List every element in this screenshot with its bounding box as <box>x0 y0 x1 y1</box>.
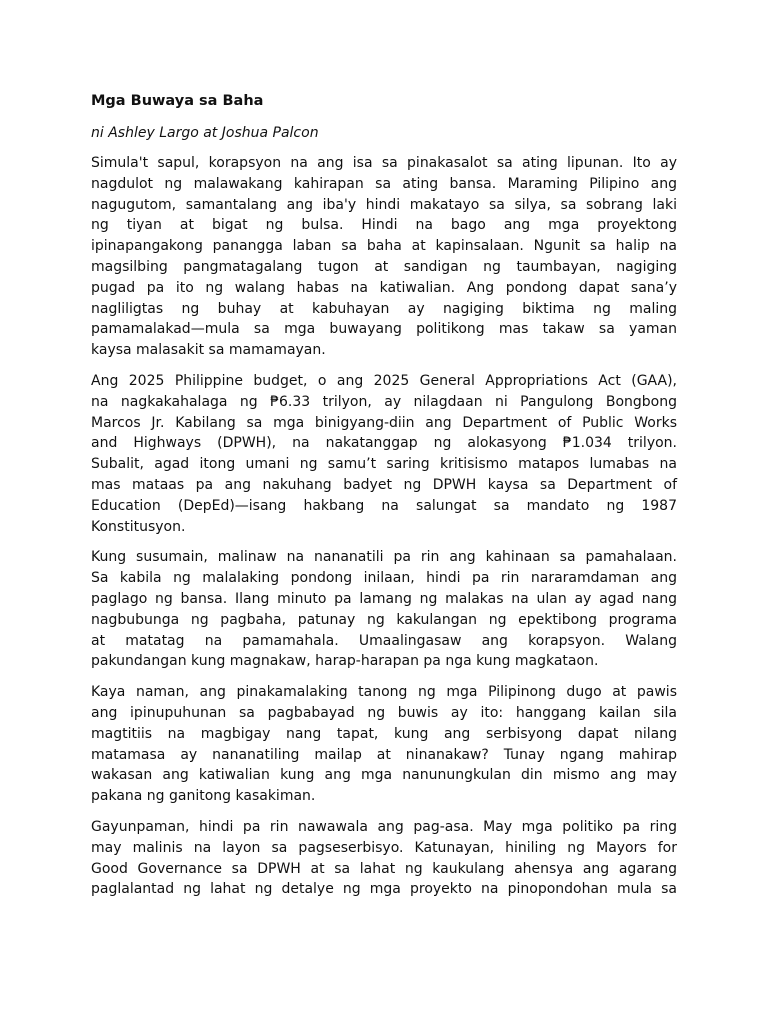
text-line: pakana ng ganitong kasakiman. <box>91 788 316 805</box>
text-line: nagugutom, samantalang ang iba'y hindi makatayo sa silya, sa sobrang laki <box>91 196 677 213</box>
text-line: ipinapangakong panangga laban sa baha at kapinsalaan. Ngunit sa halip na <box>91 238 677 255</box>
document-body <box>91 153 677 900</box>
text-line: Kung susumain, malinaw na nananatili pa rin ang kahinaan sa pamahalaan. <box>91 549 677 566</box>
text-line: Kaya naman, ang pinakamalaking tanong ng mga Pilipinong dugo at pawis <box>91 684 677 701</box>
paragraph <box>91 371 677 537</box>
text-line: magtitiis na magbigay nang tapat, kung ang serbisyong dapat nilang <box>91 725 677 742</box>
text-line: Marcos Jr. Kabilang sa mga binigyang-diin ang Department of Public Works <box>91 414 677 431</box>
paragraph <box>91 817 677 900</box>
text-line: paglalantad ng lahat ng detalye ng mga proyekto na pinopondohan mula sa <box>91 881 677 898</box>
paragraph <box>91 153 677 361</box>
text-line: at matatag na pamamahala. Umaalingasaw ang korapsyon. Walang <box>91 632 677 649</box>
text-line: mas mataas pa ang nakuhang badyet ng DPWH kaysa sa Department of <box>91 476 677 493</box>
text-line: Subalit, agad itong umani ng samu’t saring kritisismo matapos lumabas na <box>91 456 677 473</box>
text-line: Gayunpaman, hindi pa rin nawawala ang pag-asa. May mga politiko pa ring <box>91 818 677 835</box>
text-line: and Highways (DPWH), na nakatanggap ng alokasyong ₱1.034 trilyon. <box>91 435 677 452</box>
document-title: Mga Buwaya sa Baha <box>91 93 264 109</box>
text-line: pugad pa ito ng walang habas na katiwalian. Ang pondong dapat sana’y <box>91 279 677 296</box>
text-line: Simula't sapul, korapsyon na ang isa sa pinakasalot sa ating lipunan. Ito ay <box>91 155 677 171</box>
text-line: kaysa malasakit sa mamamayan. <box>91 342 326 359</box>
paragraph <box>91 682 677 807</box>
text-line: Ang 2025 Philippine budget, o ang 2025 General Appropriations Act (GAA), <box>91 372 677 389</box>
text-line: Konstitusyon. <box>91 518 186 535</box>
text-line: magsilbing pangmatagalang tugon at sandigan ng taumbayan, nagiging <box>91 258 677 275</box>
text-line: ng tiyan at bigat ng bulsa. Hindi na bago ang mga proyektong <box>91 217 677 234</box>
text-line: Good Governance sa DPWH at sa lahat ng kaukulang ahensya ang agarang <box>91 860 677 877</box>
text-line: Education (DepEd)—isang hakbang na salungat sa mandato ng 1987 <box>91 497 677 514</box>
text-line: paglago ng bansa. Ilang minuto pa lamang ng malakas na ulan ay agad nang <box>91 590 677 607</box>
document-byline: ni Ashley Largo at Joshua Palcon <box>91 125 319 141</box>
text-line: nagbubunga ng pagbaha, patunay ng kakulangan ng epektibong programa <box>91 611 677 628</box>
text-line: na nagkakahalaga ng ₱6.33 trilyon, ay nilagdaan ni Pangulong Bongbong <box>91 393 677 410</box>
text-line: nagliligtas ng buhay at kabuhayan ay nagiging biktima ng maling <box>91 300 677 317</box>
text-line: matamasa ay nananatiling mailap at ninanakaw? Tunay ngang mahirap <box>91 746 677 763</box>
text-line: wakasan ang katiwalian kung ang mga nanunungkulan din mismo ang may <box>91 767 677 784</box>
document-page <box>91 90 677 910</box>
paragraph <box>91 547 677 672</box>
text-line: pakundangan kung magnakaw, harap-harapan pa nga kung magkataon. <box>91 653 599 670</box>
text-line: nagdulot ng malawakang kahirapan sa ating bansa. Maraming Pilipino ang <box>91 175 677 192</box>
text-line: ang ipinupuhunan sa pagbabayad ng buwis ay ito: hanggang kailan sila <box>91 704 677 721</box>
text-line: Sa kabila ng malalaking pondong inilaan, hindi pa rin nararamdaman ang <box>91 570 677 587</box>
text-line: may malinis na layon sa pagseserbisyo. Katunayan, hiniling ng Mayors for <box>91 839 677 856</box>
text-line: pamamalakad—mula sa mga buwayang politikong mas takaw sa yaman <box>91 321 677 338</box>
